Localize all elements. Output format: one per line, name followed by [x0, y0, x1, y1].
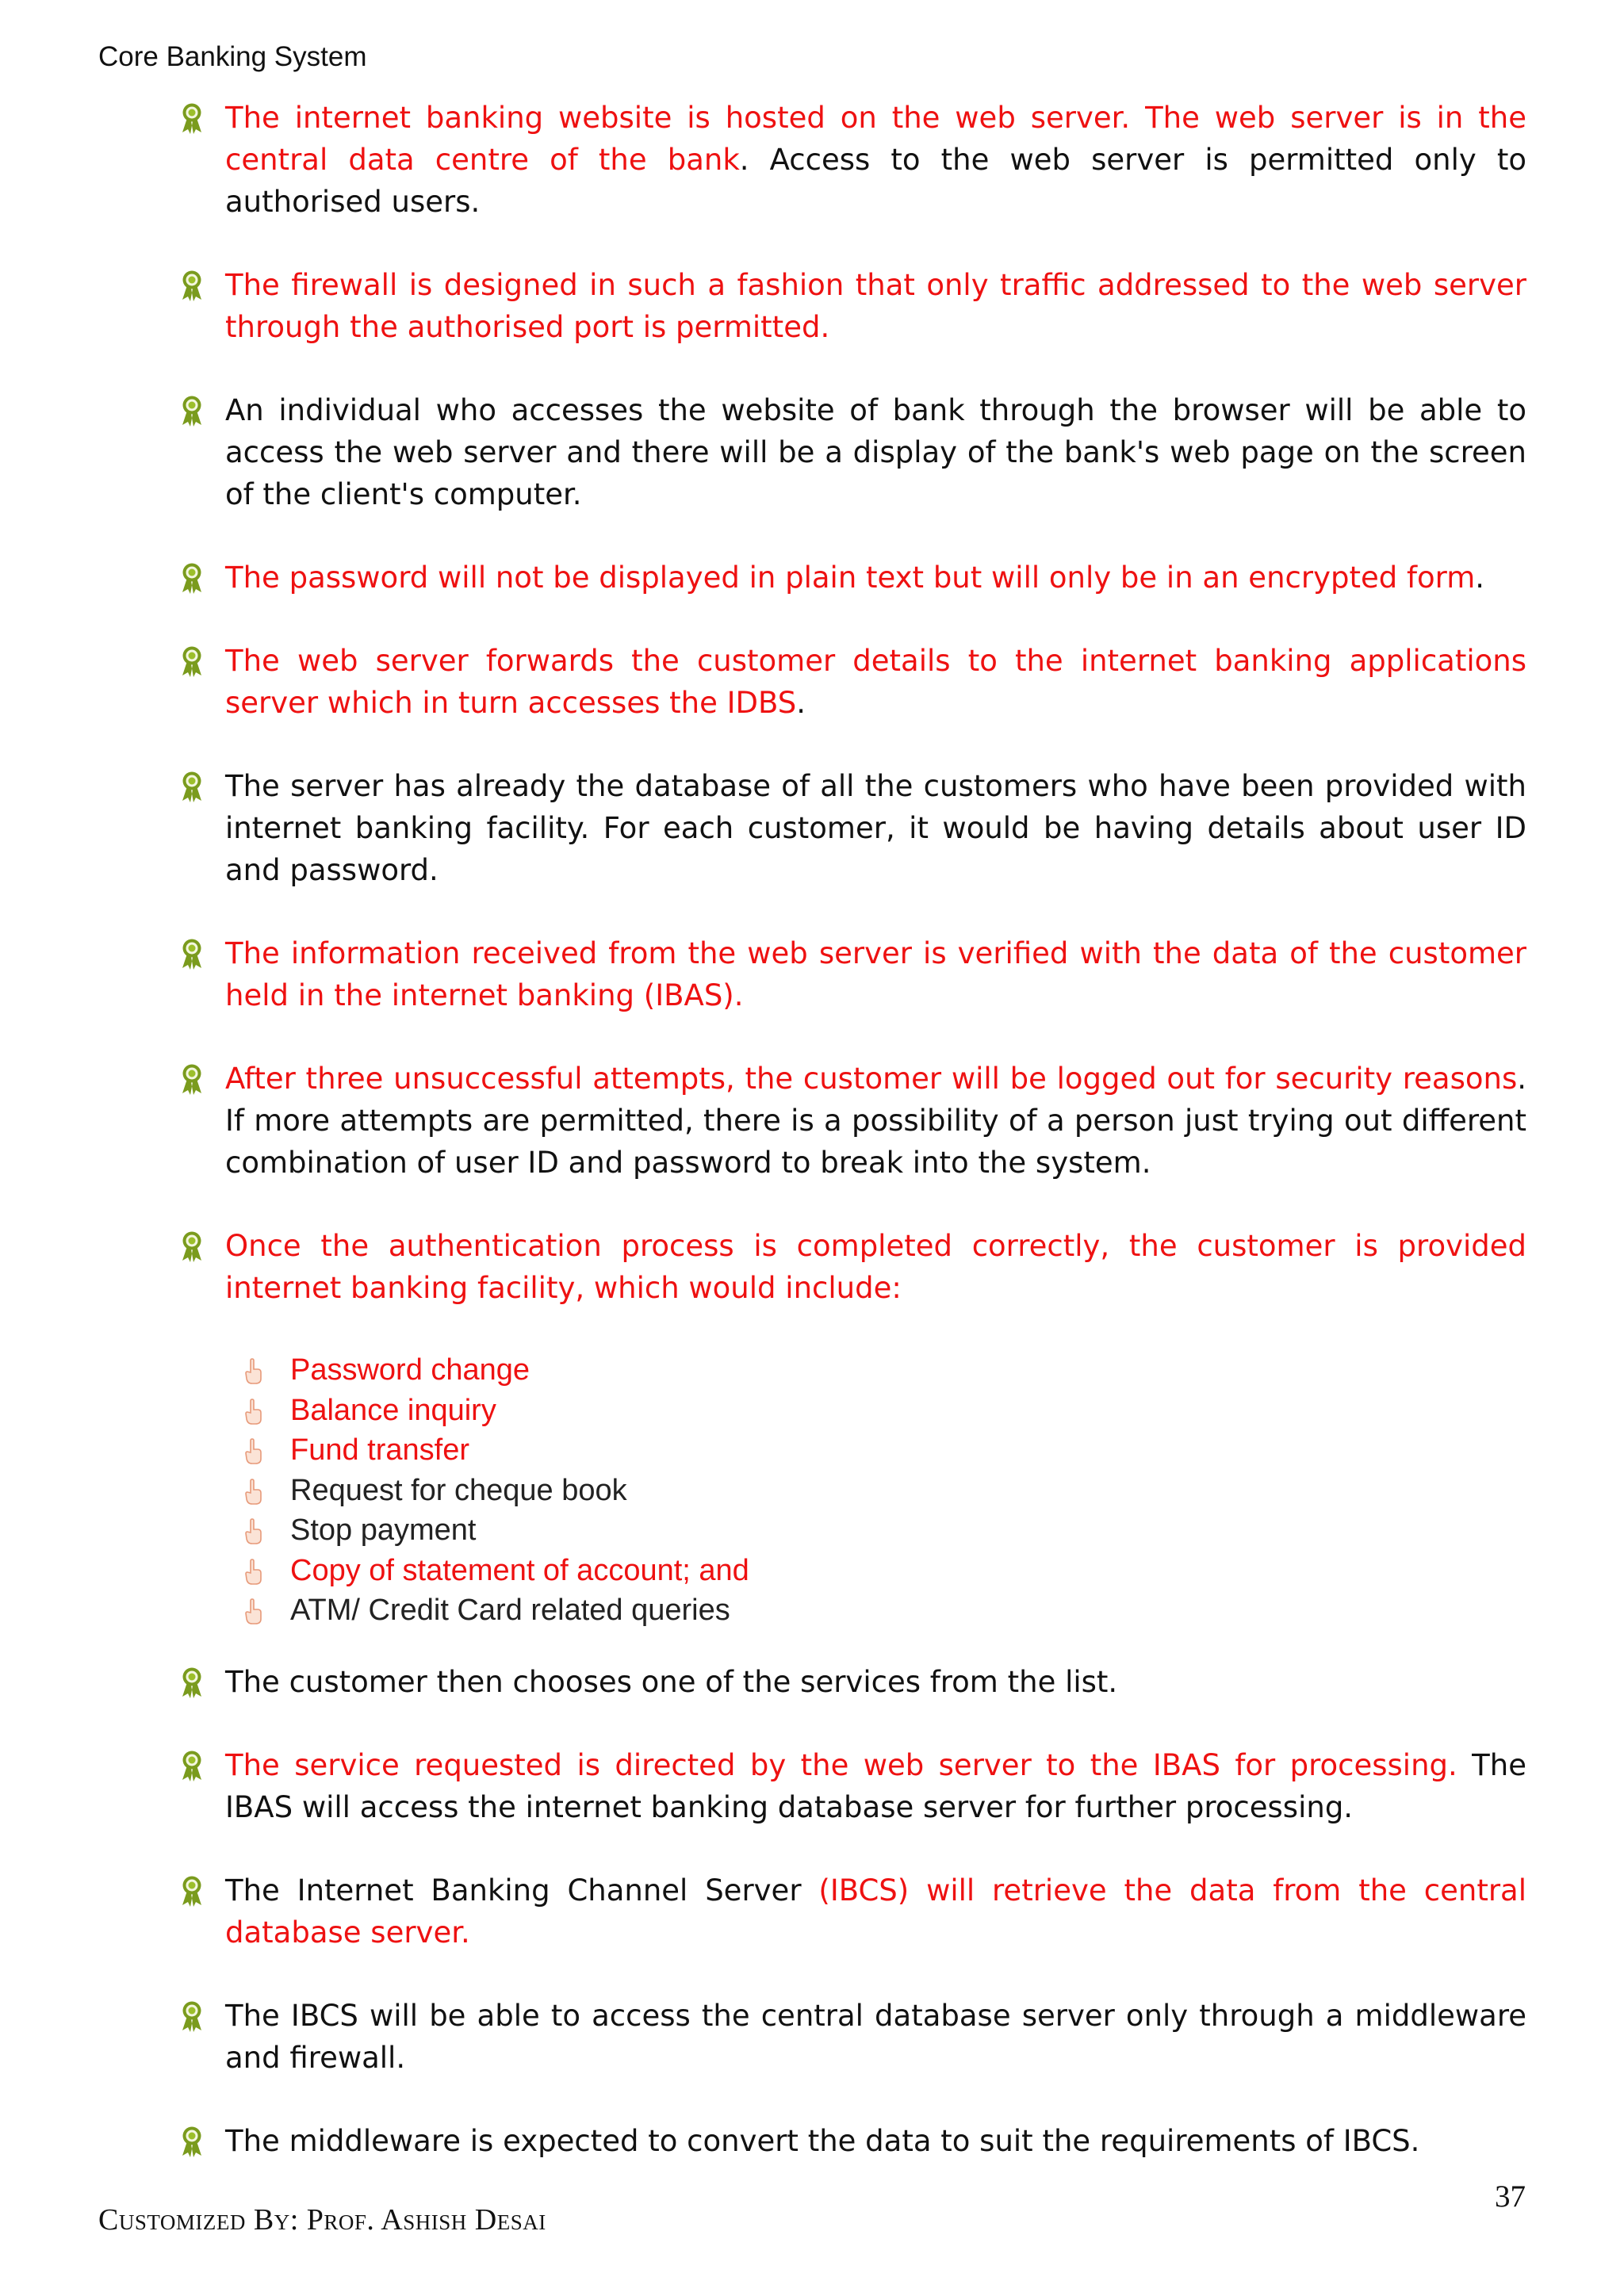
bullet-text — [225, 557, 1526, 599]
service-label: Balance inquiry — [290, 1393, 496, 1427]
pointing-hand-icon — [243, 1399, 263, 1425]
bullet-text — [225, 389, 1526, 515]
award-ribbon-icon — [179, 938, 205, 971]
service-label: Password change — [290, 1353, 530, 1387]
pointing-hand-icon — [243, 1438, 263, 1465]
bullet-item — [174, 765, 1526, 891]
plain-text: An individual who accesses the website of bank through the browser will be able to access the web server and there will be a display of the bank's web page on the screen of the client's computer. — [225, 393, 1526, 511]
bullet-text — [225, 1744, 1526, 1828]
plain-text: The middleware is expected to convert the data to suit the requirements of IBCS. — [225, 2123, 1420, 2158]
highlighted-text: The service requested is directed by the web server to the IBAS for processing. — [225, 1747, 1457, 1782]
bullet-text — [225, 1225, 1526, 1309]
bullet-text — [225, 1661, 1526, 1703]
highlighted-text: After three unsuccessful attempts, the customer will be logged out for security reasons — [225, 1062, 1518, 1096]
service-item — [243, 1391, 1526, 1431]
services-list — [174, 1350, 1526, 1631]
footer-credit: Customized By: Prof. Ashish Desai — [98, 2203, 546, 2237]
pointing-hand-icon — [243, 1518, 263, 1545]
service-item — [243, 1551, 1526, 1591]
bullet-text — [225, 640, 1526, 724]
page-number: 37 — [1495, 2179, 1526, 2214]
award-ribbon-icon — [179, 102, 205, 136]
bullet-item — [174, 932, 1526, 1016]
bullet-item — [174, 640, 1526, 724]
bullet-item — [174, 264, 1526, 348]
plain-text: . — [796, 686, 806, 720]
service-item — [243, 1471, 1526, 1511]
award-ribbon-icon — [179, 1875, 205, 1908]
plain-text: The customer then chooses one of the services from the list. — [225, 1664, 1118, 1699]
pointing-hand-icon — [243, 1559, 263, 1586]
plain-text: The IBCS will be able to access the central database server only through a middleware and firewall. — [225, 1998, 1526, 2075]
bullet-text — [225, 1995, 1526, 2079]
bullet-text — [225, 1058, 1526, 1184]
pointing-hand-icon — [243, 1479, 263, 1506]
highlighted-text: The internet banking website is hosted on the web server. The web server is in the central data centre of the bank — [225, 101, 1526, 177]
pointing-hand-icon — [243, 1598, 263, 1625]
service-item — [243, 1430, 1526, 1471]
service-item — [243, 1510, 1526, 1551]
bullet-item — [174, 1744, 1526, 1828]
bullet-item — [174, 1225, 1526, 1309]
service-label: Fund transfer — [290, 1433, 469, 1467]
pointing-hand-icon — [243, 1358, 263, 1385]
service-item — [243, 1350, 1526, 1391]
award-ribbon-icon — [179, 395, 205, 428]
bullet-item — [174, 1869, 1526, 1954]
bullet-text — [225, 2120, 1526, 2162]
award-ribbon-icon — [179, 771, 205, 804]
award-ribbon-icon — [179, 562, 205, 595]
award-ribbon-icon — [179, 1667, 205, 1700]
bullet-text — [225, 765, 1526, 891]
highlighted-text: The firewall is designed in such a fashion that only traffic addressed to the web server through the authorised port is permitted. — [225, 268, 1526, 344]
bullet-item — [174, 1661, 1526, 1703]
bullet-text — [225, 932, 1526, 1016]
service-label: Stop payment — [290, 1513, 477, 1547]
award-ribbon-icon — [179, 645, 205, 679]
highlighted-text: (IBCS) will retrieve the data from the central database server. — [225, 1873, 1526, 1950]
highlighted-text: The web server forwards the customer details to the internet banking applications server which in turn accesses the IDBS — [225, 644, 1526, 720]
plain-text: The server has already the database of all the customers who have been provided with internet banking facility. For each customer, it would be having details about user ID and password. — [225, 769, 1526, 887]
award-ribbon-icon — [179, 1750, 205, 1783]
plain-text: The IBAS will access the internet banking database server for further processing. — [225, 1747, 1526, 1824]
highlighted-text: The password will not be displayed in plain text but will only be in an encrypted form — [225, 561, 1476, 595]
page-header-title: Core Banking System — [98, 41, 367, 72]
bullet-item — [174, 2120, 1526, 2162]
plain-text: The Internet Banking Channel Server — [225, 1873, 819, 1908]
bullet-item — [174, 1995, 1526, 2079]
award-ribbon-icon — [179, 1230, 205, 1264]
bullet-item — [174, 1058, 1526, 1184]
bullet-text — [225, 97, 1526, 223]
award-ribbon-icon — [179, 1063, 205, 1096]
bullet-item — [174, 97, 1526, 223]
bullet-text — [225, 1869, 1526, 1954]
page-content — [174, 97, 1526, 2203]
highlighted-text: The information received from the web server is verified with the data of the customer held in the internet banking (IBAS). — [225, 936, 1526, 1012]
bullet-text — [225, 264, 1526, 348]
service-item — [243, 1590, 1526, 1631]
plain-text: . Access to the web server is permitted only to authorised users. — [225, 143, 1526, 219]
service-label: Copy of statement of account; and — [290, 1553, 749, 1587]
award-ribbon-icon — [179, 2126, 205, 2159]
award-ribbon-icon — [179, 2000, 205, 2034]
service-label: Request for cheque book — [290, 1473, 627, 1507]
plain-text: . If more attempts are permitted, there is a possibility of a person just trying out different combination of user ID and password to break into the system. — [225, 1062, 1526, 1180]
highlighted-text: Once the authentication process is completed correctly, the customer is provided internet banking facility, which would include: — [225, 1229, 1526, 1305]
award-ribbon-icon — [179, 270, 205, 303]
bullet-item — [174, 389, 1526, 515]
plain-text: . — [1475, 561, 1485, 595]
bullet-item — [174, 557, 1526, 599]
service-label: ATM/ Credit Card related queries — [290, 1594, 730, 1627]
